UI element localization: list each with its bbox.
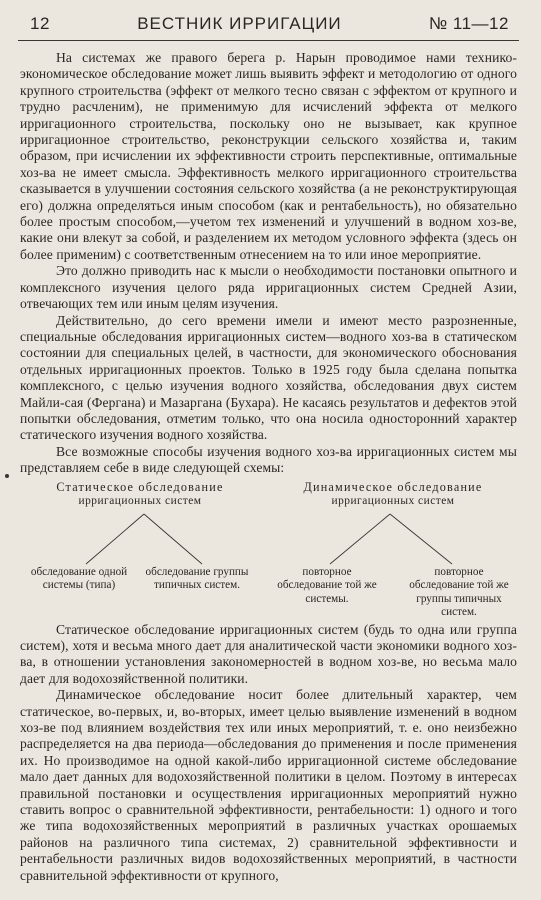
scheme-static-heading: Статическое обследование [56, 479, 224, 494]
scheme-leaf: обследование одной системы (типа) [30, 565, 128, 592]
paragraph: Статическое обследование ирригационных систем (будь то одна или группа систем), хотя и весьма много дает для аналитической части экономики водного хоз-ва, в отношении установления закономерностей в водном хоз-ве, но весьма мало дает для водохозяйственной политики. [20, 621, 517, 686]
issue-number: № 11—12 [428, 14, 509, 33]
paragraph: Динамическое обследование носит более длительный характер, чем статическое, во-первых, и, во-вторых, имеет целью выявление изменений в водном хоз-ве под влиянием воздействия тех или иных мероприятий, т. е. оно неизбежно распределяется на два периода—обследования до применения и после применения их. Но производимое на одной какой-либо ирригационной системе обследование мало дает данных для водохозяйственной политики в целом. Поэтому в интересах правильной постановки и осуществления ирригационных мероприятий нужно ставить вопрос о сравнительной эффективности, рентабельности: 1) одного и того же типа водохозяйственных мероприятий в различных участках орошаемых районов на различного типа системах, 2) сравнительной эффективности и рентабельности различных видов водохозяйственных мероприятий, в частности сравнительной эффективности от крупного, [20, 687, 517, 883]
scheme-leaf: обследование группы типичных систем. [145, 565, 249, 592]
margin-dot [5, 474, 9, 478]
scheme-leaf: повторное обследование той же системы. [277, 565, 377, 605]
article-body [20, 50, 517, 884]
scheme-leaf: повторное обследование той же группы типичных систем. [409, 565, 509, 619]
classification-scheme [20, 480, 517, 618]
paragraph: Все возможные способы изучения водного хоз-ва ирригационных систем мы представляем себе в виде следующей схемы: [20, 443, 517, 476]
journal-title: ВЕСТНИК ИРРИГАЦИИ [137, 14, 342, 33]
scheme-line [144, 514, 202, 564]
scheme-line [390, 514, 452, 564]
scheme-dynamic [268, 480, 518, 508]
paragraph: На системах же правого берега р. Нарын проводимое нами технико-экономическое обследование может лишь выявить эффект и методологию от одного крупного строительства (эффект от мелкого тесно связан с эффектом от крупного и трудно расчленим), не применимую для исчислений эффекта от мелкого ирригационного строительства, поскольку оно не вызывает, как крупное ирригационное строительство, реконструкции сельского хозяйства и, таким образом, при исчислении их эффективности строить перспективные, оптимальные хоз-ва не имеет смысла. Эффективность мелкого ирригационного строительства сказывается в улучшении состояния сельского хозяйства (а не реконструктирующая его) должна определяться иным способом (как и рентабельность), но обязательно более простым способом,—учетом тех изменений и улучшений в водном хоз-ве, какие они влекут за собой, и разделением их методом условного эффекта (здесь он более применим) с соответственным отнесением на то или иное мероприятие. [20, 50, 517, 262]
page-number: 12 [30, 14, 50, 33]
scheme-line [86, 514, 144, 564]
scheme-dynamic-heading: Динамическое обследование [303, 479, 483, 494]
paragraph: Действительно, до сего времени имели и имеют место разрозненные, специальные обследования ирригационных систем—водного хоз-ва в статическом состоянии для специальных целей, в частности, для экономического обоснования отдельных ирригационных проектов. Только в 1925 году была сделана попытка комплексного, с целью изучения водного хозяйства, обследования двух систем Майли-сая (Фергана) и Мазаргана (Бухара). Не касаясь результатов и дефектов этой попытки обследования, отметим только, что она носила односторонний характер статического изучения водного хозяйства. [20, 312, 517, 443]
paragraph: Это должно приводить нас к мысли о необходимости постановки опытного и комплексного изучения целого ряда ирригационных систем Средней Азии, отвечающих тем или иным целям изучения. [20, 263, 517, 312]
scheme-dynamic-sub: ирригационных систем [331, 494, 455, 507]
scheme-line [330, 514, 390, 564]
running-header [30, 14, 509, 38]
header-rule [18, 40, 519, 41]
scheme-static [20, 480, 260, 508]
scheme-static-sub: ирригационных систем [78, 494, 202, 507]
